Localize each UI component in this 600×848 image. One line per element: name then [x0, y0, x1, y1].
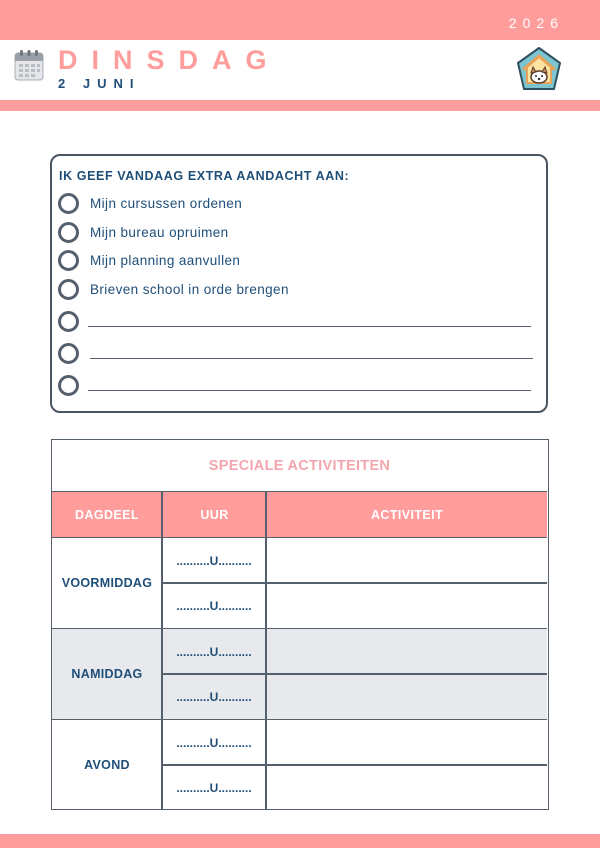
column-divider [265, 492, 267, 809]
time-field[interactable]: ..........U.......... [176, 598, 252, 613]
checklist-item-label: Mijn planning aanvullen [90, 253, 241, 268]
header-stripe [0, 100, 600, 111]
period-row-avond [52, 719, 547, 810]
row-divider [162, 673, 547, 675]
year-label: 2026 [508, 15, 564, 31]
calendar-icon [14, 49, 44, 81]
time-field[interactable]: ..........U.......... [176, 780, 252, 795]
period-label: AVOND [84, 758, 130, 772]
checklist-item-label: Mijn bureau opruimen [90, 225, 229, 240]
checklist-item-label: Brieven school in orde brengen [90, 282, 289, 297]
checkbox-circle[interactable] [58, 250, 79, 271]
time-field[interactable]: ..........U.......... [176, 689, 252, 704]
special-activities-table [51, 439, 549, 810]
checklist-title: IK GEEF VANDAAG EXTRA AANDACHT AAN: [59, 169, 350, 183]
column-header-uur: UUR [163, 492, 266, 537]
bottom-band [0, 834, 600, 848]
checkbox-circle[interactable] [58, 193, 79, 214]
column-divider [161, 492, 163, 809]
write-line[interactable] [90, 358, 533, 359]
checklist-item-blank[interactable] [58, 375, 538, 397]
column-header-dagdeel: DAGDEEL [52, 492, 162, 537]
time-field[interactable]: ..........U.......... [176, 644, 252, 659]
column-header-activiteit: ACTIVITEIT [267, 492, 547, 537]
checklist-item[interactable] [58, 222, 538, 244]
top-band [0, 0, 600, 40]
checkbox-circle[interactable] [58, 375, 79, 396]
row-divider [162, 764, 547, 766]
checklist-item-blank[interactable] [58, 311, 538, 333]
write-line[interactable] [88, 326, 531, 327]
write-line[interactable] [88, 390, 531, 391]
period-row-voormiddag [52, 537, 547, 628]
checkbox-circle[interactable] [58, 343, 79, 364]
time-field[interactable]: ..........U.......... [176, 735, 252, 750]
home-icon [513, 45, 565, 97]
day-title: DINSDAG [58, 45, 281, 75]
checkbox-circle[interactable] [58, 311, 79, 332]
checklist-item[interactable] [58, 279, 538, 301]
checklist-item-label: Mijn cursussen ordenen [90, 196, 243, 211]
period-label: NAMIDDAG [71, 667, 143, 681]
period-label: VOORMIDDAG [61, 576, 153, 590]
checklist-item-blank[interactable] [58, 343, 538, 365]
activities-title: SPECIALE ACTIVITEITEN [52, 440, 547, 492]
checkbox-circle[interactable] [58, 222, 79, 243]
checklist-item[interactable] [58, 250, 538, 272]
period-row-namiddag [52, 628, 547, 719]
checkbox-circle[interactable] [58, 279, 79, 300]
checklist-item[interactable] [58, 193, 538, 215]
time-field[interactable]: ..........U.......... [176, 553, 252, 568]
attention-checklist [50, 154, 548, 413]
date-subtitle: 2 JUNI [58, 76, 141, 91]
row-divider [162, 582, 547, 584]
